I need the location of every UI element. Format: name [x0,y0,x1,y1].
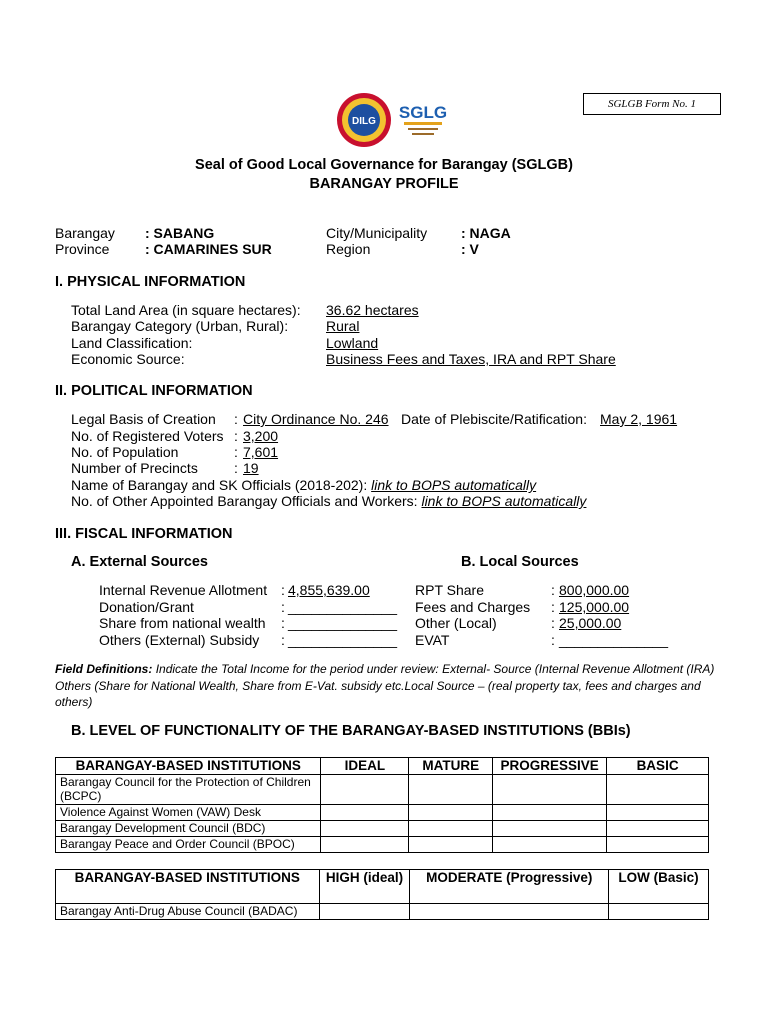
officials-label: Name of Barangay and SK Officials (2018-202): [71,477,368,493]
evat-label: EVAT [415,632,450,648]
ira-value: 4,855,639.00 [288,582,370,598]
bbi-table-1-header [56,758,709,775]
other-local-value: 25,000.00 [559,615,622,631]
national-wealth-value: ______________ [288,615,398,631]
fees-label: Fees and Charges [415,599,531,615]
evat-value: ______________ [559,632,669,648]
barangay-value: : SABANG [145,225,215,241]
cell-mature[interactable] [409,837,493,853]
appointed-label: No. of Other Appointed Barangay Officials and Workers: [71,493,418,509]
col-header-progressive: PROGRESSIVE [493,758,607,775]
political-heading: II. POLITICAL INFORMATION [55,383,253,399]
plebiscite-label: Date of Plebiscite/Ratification: [401,411,587,427]
col-header-moderate: MODERATE (Progressive) [410,870,609,904]
legal-basis-label: Legal Basis of Creation [71,411,216,427]
cell-progressive[interactable] [493,821,607,837]
cell-high[interactable] [319,904,410,920]
bbi-table-1 [55,757,709,853]
rpt-label: RPT Share [415,582,484,598]
table-row [56,821,709,837]
precincts-value: 19 [243,460,259,476]
officials-row [71,477,536,493]
bbi-table-2-header [56,870,709,904]
city-label: City/Municipality [326,225,428,241]
sglg-logo-text: SGLG [398,103,448,122]
sglg-logo [398,94,448,140]
category-label: Barangay Category (Urban, Rural): [71,318,289,334]
precincts-label: Number of Precincts [71,460,198,476]
appointed-row [71,493,586,509]
region-value: : V [461,241,479,257]
national-wealth-colon: : [281,615,285,631]
cell-mature[interactable] [409,805,493,821]
ira-label: Internal Revenue Allotment [99,582,268,598]
donation-label: Donation/Grant [99,599,194,615]
external-subsidy-colon: : [281,632,285,648]
land-area-value: 36.62 hectares [326,302,419,318]
cell-progressive[interactable] [493,805,607,821]
legal-basis-value: City Ordinance No. 246 [243,411,389,427]
dilg-logo [336,92,392,148]
donation-colon: : [281,599,285,615]
land-area-label: Total Land Area (in square hectares): [71,302,301,318]
population-label: No. of Population [71,444,179,460]
fees-colon: : [551,599,555,615]
province-value: : CAMARINES SUR [145,241,272,257]
cell-mature[interactable] [409,775,493,805]
fees-value: 125,000.00 [559,599,630,615]
population-value: 7,601 [243,444,279,460]
external-subsidy-label: Others (External) Subsidy [99,632,260,648]
col-header-mature: MATURE [409,758,493,775]
voters-value: 3,200 [243,428,279,444]
economic-source-value: Business Fees and Taxes, IRA and RPT Share [326,351,616,367]
voters-label: No. of Registered Voters [71,428,224,444]
col-header-high: HIGH (ideal) [319,870,410,904]
row-label-badac: Barangay Anti-Drug Abuse Council (BADAC) [56,904,320,920]
col-header-institutions: BARANGAY-BASED INSTITUTIONS [56,870,320,904]
land-class-label: Land Classification: [71,335,193,351]
col-header-basic: BASIC [607,758,709,775]
dilg-logo-text: DILG [352,116,376,127]
cell-basic[interactable] [607,821,709,837]
table-row [56,837,709,853]
bbi-table-2 [55,869,709,920]
row-label-bcpc: Barangay Council for the Protection of Children (BCPC) [56,775,321,805]
table-row [56,805,709,821]
bbi-heading: B. LEVEL OF FUNCTIONALITY OF THE BARANGAY-BASED INSTITUTIONS (BBIs) [71,723,631,739]
cell-ideal[interactable] [321,775,409,805]
evat-colon: : [551,632,555,648]
plebiscite-value: May 2, 1961 [600,411,678,427]
cell-progressive[interactable] [493,837,607,853]
col-header-institutions: BARANGAY-BASED INSTITUTIONS [56,758,321,775]
other-local-colon: : [551,615,555,631]
other-local-label: Other (Local) [415,615,497,631]
form-number-box: SGLGB Form No. 1 [583,93,721,115]
cell-basic[interactable] [607,837,709,853]
rpt-colon: : [551,582,555,598]
field-definitions-text: Indicate the Total Income for the period under review: External- Source (Internal Revenue Allotment (IRA) Others (Share for National Wealth, Share from E-Vat. subsidy etc.Local Source – (real property tax, fees and charges and others) [55,662,715,709]
province-label: Province [55,241,110,257]
field-definitions [55,661,715,711]
table-row [56,775,709,805]
col-header-low: LOW (Basic) [609,870,709,904]
rpt-value: 800,000.00 [559,582,630,598]
col-header-ideal: IDEAL [321,758,409,775]
field-definitions-label: Field Definitions: [55,662,153,676]
row-label-bpoc: Barangay Peace and Order Council (BPOC) [56,837,321,853]
physical-heading: I. PHYSICAL INFORMATION [55,274,246,290]
fiscal-heading: III. FISCAL INFORMATION [55,526,233,542]
appointed-link[interactable]: link to BOPS automatically [421,493,587,509]
officials-link[interactable]: link to BOPS automatically [371,477,537,493]
land-class-value: Lowland [326,335,379,351]
economic-source-label: Economic Source: [71,351,185,367]
cell-low[interactable] [609,904,709,920]
voters-colon: : [234,428,238,444]
page-title: Seal of Good Local Governance for Barangay (SGLGB) [195,157,573,173]
population-colon: : [234,444,238,460]
legal-basis-colon: : [234,411,238,427]
precincts-colon: : [234,460,238,476]
row-label-vaw: Violence Against Women (VAW) Desk [56,805,321,821]
row-label-bdc: Barangay Development Council (BDC) [56,821,321,837]
cell-basic[interactable] [607,775,709,805]
table-row [56,904,709,920]
donation-value: ______________ [288,599,398,615]
external-subsidy-value: ______________ [288,632,398,648]
cell-mature[interactable] [409,821,493,837]
cell-basic[interactable] [607,805,709,821]
city-value: : NAGA [461,225,511,241]
region-label: Region [326,241,371,257]
external-sources-heading: A. External Sources [71,554,208,570]
ira-colon: : [281,582,285,598]
cell-moderate[interactable] [410,904,609,920]
category-value: Rural [326,318,360,334]
cell-ideal[interactable] [321,821,409,837]
cell-progressive[interactable] [493,775,607,805]
page-subtitle: BARANGAY PROFILE [309,176,459,192]
barangay-label: Barangay [55,225,115,241]
cell-ideal[interactable] [321,837,409,853]
national-wealth-label: Share from national wealth [99,615,266,631]
local-sources-heading: B. Local Sources [461,554,579,570]
cell-ideal[interactable] [321,805,409,821]
